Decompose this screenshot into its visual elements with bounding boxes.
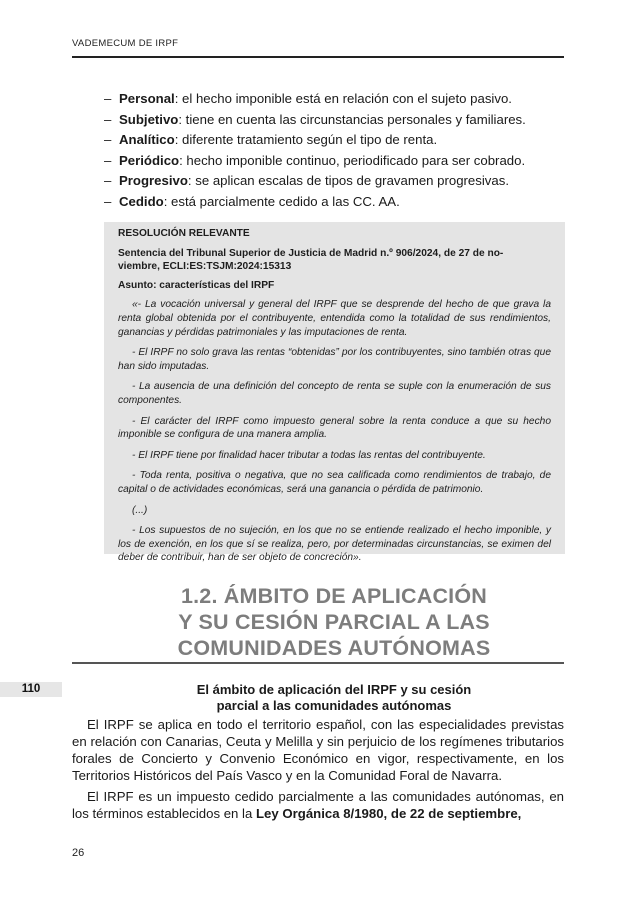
section-title-line-1: 1.2. ÁMBITO DE APLICACIÓN <box>180 584 488 608</box>
resolution-asunto: Asunto: características del IRPF <box>118 279 275 291</box>
list-item-term: Cedido <box>119 193 164 209</box>
list-item-text: : el hecho imponible está en relación con el sujeto pasivo. <box>174 91 512 106</box>
page-number: 26 <box>72 847 85 859</box>
list-item: – Periódico: hecho imponible continuo, periodificado para ser cobrado. <box>104 152 526 168</box>
list-item-text: : se aplican escalas de tipos de gravamen progresivas. <box>187 173 509 189</box>
list-item-term: Analítico <box>119 132 175 148</box>
sentencia-line-1: Sentencia del Tribunal Superior de Justicia de Madrid n.º 906/2024, de 27 de no- <box>118 247 504 259</box>
list-item-term: Subjetivo <box>119 111 179 127</box>
quote-paragraph: (...) <box>132 504 148 516</box>
list-item: – Progresivo: se aplican escalas de tipos de gravamen progresivas. <box>104 173 509 189</box>
quote-paragraph: «- La vocación universal y general del IRPF que se desprende del hecho de que grava la renta global obtenida por el contribuyente, entendida como la totalidad de sus rendimientos, ganancias y pérdidas patrimoniales y las imputaciones de renta. <box>118 299 551 338</box>
subheading-line-1: El ámbito de aplicación del IRPF y su cesión <box>196 682 472 697</box>
resolution-label: RESOLUCIÓN RELEVANTE <box>118 228 250 239</box>
characteristics-list <box>104 89 564 213</box>
body-paragraph-1: El IRPF se aplica en todo el territorio español, con las especialidades previstas en relación con Canarias, Ceuta y Melilla y sin perjuicio de los regímenes tributarios forales de Concierto y Convenio Económico en vigor, respectivamente, en los Territorios Históricos del País Vasco y en la Comunidad Foral de Navarra. <box>72 717 564 783</box>
quote-paragraph: - Toda renta, positiva o negativa, que no sea calificada como rendimientos de trabajo, de capital o de actividades económicas, será una ganancia o pérdida de patrimonio. <box>118 470 551 495</box>
section-title-line-2: Y SU CESIÓN PARCIAL A LAS <box>178 610 490 634</box>
section-rule <box>72 662 564 664</box>
quote-paragraph: - Los supuestos de no sujeción, en los que no se entiende realizado el hecho imponible, y los de exención, en los que sí se realiza, pero, por determinadas circunstancias, se eximen del deber de contribuir, han de ser objeto de concreción». <box>118 525 551 564</box>
list-item: – Cedido: está parcialmente cedido a las CC. AA. <box>104 193 400 209</box>
list-item-term: Progresivo <box>119 173 188 189</box>
quote-paragraph: - La ausencia de una definición del concepto de renta se suple con la enumeración de sus componentes. <box>118 381 551 406</box>
list-item-text: : está parcialmente cedido a las CC. AA. <box>163 193 400 209</box>
section-title <box>104 583 564 661</box>
list-item-text: : hecho imponible continuo, periodificado para ser cobrado. <box>179 152 526 168</box>
header-rule <box>72 56 564 58</box>
law-reference: Ley Orgánica 8/1980, de 22 de septiembre, <box>256 806 522 821</box>
section-title-line-3: COMUNIDADES AUTÓNOMAS <box>177 636 491 660</box>
body-text <box>72 716 564 826</box>
subheading-line-2: parcial a las comunidades autónomas <box>216 698 452 713</box>
margin-number: 110 <box>0 682 62 697</box>
list-item-text: : tiene en cuenta las circunstancias personales y familiares. <box>178 111 526 127</box>
list-item-text: : diferente tratamiento según el tipo de renta. <box>174 132 438 148</box>
quote-paragraph: - El IRPF no solo grava las rentas “obtenidas” por los contribuyentes, sino también otras que han sido imputadas. <box>118 347 551 372</box>
sentencia-line-2: viembre, ECLI:ES:TSJM:2024:15313 <box>118 261 292 273</box>
subheading <box>104 682 564 714</box>
list-item: – Analítico: diferente tratamiento según el tipo de renta. <box>104 132 438 148</box>
quote-paragraph: - El IRPF tiene por finalidad hacer tributar a todas las rentas del contribuyente. <box>132 449 486 461</box>
list-item: – Subjetivo: tiene en cuenta las circunstancias personales y familiares. <box>104 111 526 127</box>
resolution-sentencia <box>118 247 551 274</box>
resolution-quote <box>118 298 551 565</box>
running-header: VADEMECUM DE IRPF <box>72 38 179 49</box>
list-item: – Personal: el hecho imponible está en relación con el sujeto pasivo. <box>104 91 512 106</box>
list-item-term: Periódico <box>119 152 180 168</box>
list-item-term: Personal <box>119 91 175 106</box>
body-paragraph-2-text: El IRPF es un impuesto cedido parcialmente a las comunidades autónomas, en los términos establecidos en la <box>72 789 564 821</box>
resolution-box <box>104 222 565 564</box>
quote-paragraph: - El carácter del IRPF como impuesto general sobre la renta conduce a que su hecho imponible se configura de una manera amplia. <box>118 415 551 441</box>
body-paragraph-2 <box>72 788 564 822</box>
